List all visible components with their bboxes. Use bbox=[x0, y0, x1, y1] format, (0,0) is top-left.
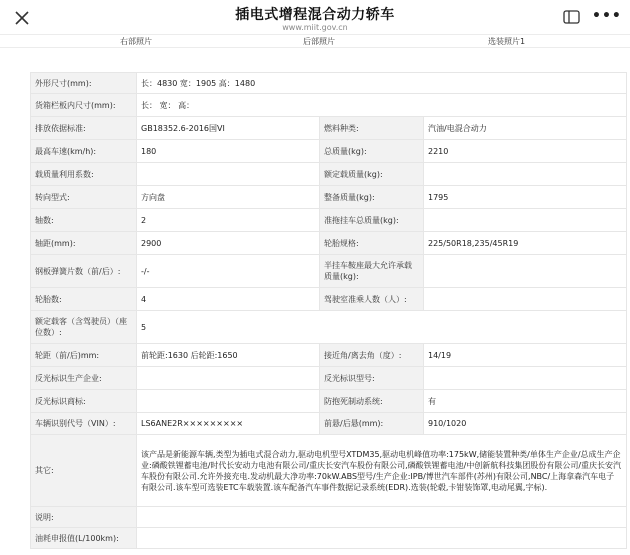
other-label: 其它: bbox=[31, 435, 137, 507]
dimensions-value: 长：4830 宽：1905 高：1480 bbox=[137, 73, 627, 94]
emission-value: GB18352.6-2016国VI bbox=[137, 117, 320, 140]
steering-label: 转向型式: bbox=[31, 186, 137, 209]
table-row bbox=[31, 311, 627, 344]
curb-label: 整备质量(kg): bbox=[320, 186, 424, 209]
table-row bbox=[31, 140, 627, 163]
right-photo-link[interactable]: 右部照片 bbox=[120, 37, 152, 46]
page-title: 插电式增程混合动力轿车 bbox=[235, 7, 395, 23]
track-label: 轮距（前/后)mm: bbox=[31, 344, 137, 367]
table-row bbox=[31, 73, 627, 94]
fuel-cons-value bbox=[137, 528, 627, 549]
wheelbase-label: 轴距(mm): bbox=[31, 232, 137, 255]
rear-photo-link[interactable]: 后部照片 bbox=[303, 37, 335, 46]
fuel-cons-label: 油耗申报值(L/100km): bbox=[31, 528, 137, 549]
tire-label: 轮胎规格: bbox=[320, 232, 424, 255]
angle-label: 接近角/离去角（度）: bbox=[320, 344, 424, 367]
tabs-icon[interactable] bbox=[563, 10, 580, 24]
table-row bbox=[31, 288, 627, 311]
steering-value: 方向盘 bbox=[137, 186, 320, 209]
saddle-label: 半挂车鞍座最大允许承载质量(kg): bbox=[320, 255, 424, 288]
overhang-value: 910/1020 bbox=[424, 413, 627, 435]
table-row bbox=[31, 507, 627, 528]
vin-value: LS6ANE2R××××××××× bbox=[137, 413, 320, 435]
track-value: 前轮距:1630 后轮距:1650 bbox=[137, 344, 320, 367]
page-url: www.miit.gov.cn bbox=[282, 23, 348, 32]
table-row bbox=[31, 94, 627, 117]
table-row bbox=[31, 255, 627, 288]
reflect-brand-value bbox=[137, 390, 320, 413]
total-mass-value: 2210 bbox=[424, 140, 627, 163]
wheelbase-value: 2900 bbox=[137, 232, 320, 255]
more-icon[interactable]: ••• bbox=[592, 8, 622, 24]
reflect-brand-label: 反光标识商标: bbox=[31, 390, 137, 413]
table-row bbox=[31, 344, 627, 367]
table-row bbox=[31, 163, 627, 186]
rated-load-label: 额定载质量(kg): bbox=[320, 163, 424, 186]
rated-load-value bbox=[424, 163, 627, 186]
spring-label: 钢板弹簧片数（前/后）: bbox=[31, 255, 137, 288]
spec-table bbox=[30, 72, 627, 549]
table-row bbox=[31, 117, 627, 140]
overhang-label: 前悬/后悬(mm): bbox=[320, 413, 424, 435]
total-mass-label: 总质量(kg): bbox=[320, 140, 424, 163]
optional-photo-link[interactable]: 选装照片1 bbox=[488, 37, 526, 46]
curb-value: 1795 bbox=[424, 186, 627, 209]
trailer-value bbox=[424, 209, 627, 232]
fuel-label: 燃料种类: bbox=[320, 117, 424, 140]
table-row bbox=[31, 209, 627, 232]
reflect-co-value bbox=[137, 367, 320, 390]
speed-value: 180 bbox=[137, 140, 320, 163]
tire-value: 225/50R18,235/45R19 bbox=[424, 232, 627, 255]
load-util-label: 载质量利用系数: bbox=[31, 163, 137, 186]
table-row bbox=[31, 232, 627, 255]
cab-value bbox=[424, 288, 627, 311]
saddle-value bbox=[424, 255, 627, 288]
load-util-value bbox=[137, 163, 320, 186]
axles-value: 2 bbox=[137, 209, 320, 232]
notes-value bbox=[137, 507, 627, 528]
fuel-value: 汽油/电混合动力 bbox=[424, 117, 627, 140]
top-bar bbox=[0, 0, 630, 36]
table-row bbox=[31, 435, 627, 507]
table-row bbox=[31, 367, 627, 390]
table-row bbox=[31, 186, 627, 209]
emission-label: 排放依据标准: bbox=[31, 117, 137, 140]
table-row bbox=[31, 528, 627, 549]
cargo-label: 货箱栏板内尺寸(mm): bbox=[31, 94, 137, 117]
speed-label: 最高车速(km/h): bbox=[31, 140, 137, 163]
reflect-model-value bbox=[424, 367, 627, 390]
reflect-model-label: 反光标识型号: bbox=[320, 367, 424, 390]
seats-label: 额定载客（含驾驶员）（座位数）: bbox=[31, 311, 137, 344]
axles-label: 轴数: bbox=[31, 209, 137, 232]
abs-value: 有 bbox=[424, 390, 627, 413]
dimensions-label: 外形尺寸(mm): bbox=[31, 73, 137, 94]
notes-label: 说明: bbox=[31, 507, 137, 528]
photo-links-row bbox=[0, 34, 630, 48]
other-value: 该产品是新能源车辆,类型为插电式混合动力,驱动电机型号XTDM35,驱动电机峰值功率:175kW,储能装置种类/单体生产企业/总成生产企业:磷酸铁锂蓄电池/时代长安动力电池有限公司/重庆长安汽车股份有限公司,磷酸铁锂蓄电池/中创新航科技集团股份有限公司/重庆长安汽车股份有限公司.允许外接充电.发动机最大净功率:70kW.ABS型号/生产企业:IPB/博世汽车部件(苏州)有限公司,NBC/上海拿森汽车电子有限公司.该车型可选装ETC车载装置.该车配备汽车事件数据记录系统(EDR).选装(轮毂,卡钳装饰罩,电动尾翼,字标). bbox=[137, 435, 627, 507]
abs-label: 防抱死制动系统: bbox=[320, 390, 424, 413]
table-row bbox=[31, 413, 627, 435]
cargo-value: 长： 宽： 高： bbox=[137, 94, 627, 117]
tire-count-label: 轮胎数: bbox=[31, 288, 137, 311]
reflect-co-label: 反光标识生产企业: bbox=[31, 367, 137, 390]
cab-label: 驾驶室准乘人数（人）: bbox=[320, 288, 424, 311]
vin-label: 车辆识别代号（VIN）: bbox=[31, 413, 137, 435]
angle-value: 14/19 bbox=[424, 344, 627, 367]
seats-value: 5 bbox=[137, 311, 627, 344]
spring-value: -/- bbox=[137, 255, 320, 288]
tire-count-value: 4 bbox=[137, 288, 320, 311]
table-row bbox=[31, 390, 627, 413]
trailer-label: 准拖挂车总质量(kg): bbox=[320, 209, 424, 232]
